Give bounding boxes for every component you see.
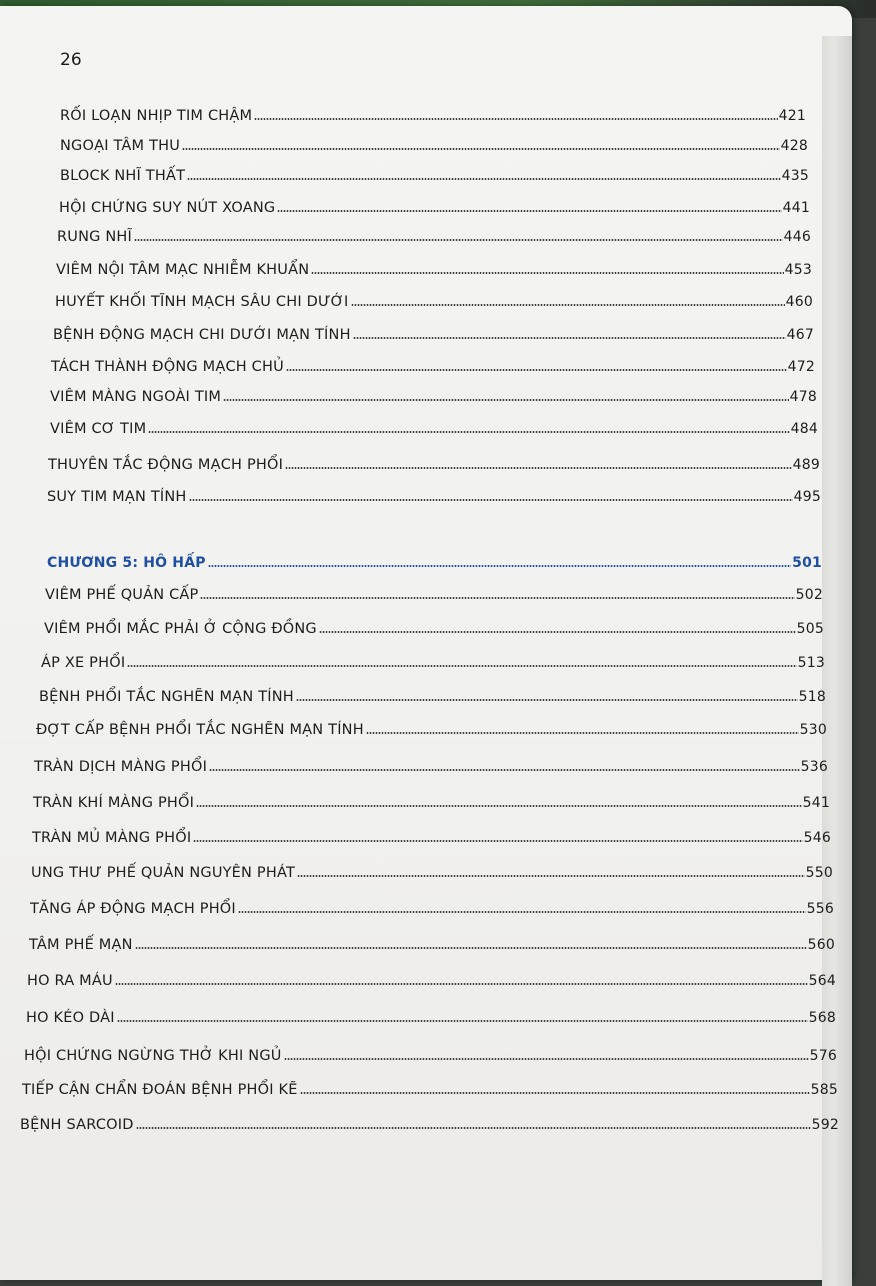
dot-leader [115,982,808,986]
toc-entry [59,195,810,217]
entry-title: VIÊM MÀNG NGOÀI TIM [50,389,222,405]
entry-page-number: 536 [800,759,828,775]
dot-leader [117,1019,808,1023]
entry-page-number: 530 [799,722,827,738]
toc-entry [39,684,826,706]
entry-title: HO KÉO DÀI [26,1010,115,1026]
dot-leader [284,1057,809,1061]
toc-entry [48,452,820,474]
entry-title: VIÊM CƠ TIM [50,421,147,437]
dot-leader [366,731,799,735]
entry-title: ÁP XE PHỔI [41,655,126,671]
dot-leader [238,910,806,914]
entry-page-number: 453 [784,262,812,278]
toc-entry [29,932,835,954]
dot-leader [182,147,780,151]
entry-title: TRÀN KHÍ MÀNG PHỔI [33,795,195,811]
entry-title: HO RA MÁU [27,973,113,989]
dot-leader [134,238,783,242]
entry-page-number: 460 [785,294,813,310]
toc-entry [60,103,806,125]
entry-title: TIẾP CẬN CHẨN ĐOÁN BỆNH PHỔI KẼ [22,1082,298,1098]
toc-entry [20,1112,839,1134]
dot-leader [208,564,791,568]
toc-entry [26,1005,836,1027]
entry-title: TĂNG ÁP ĐỘNG MẠCH PHỔI [30,901,236,917]
entry-page-number: 556 [806,901,834,917]
page-number: 26 [60,50,82,70]
toc-entry [47,484,821,506]
toc-entry [24,1043,837,1065]
toc-entry [44,616,824,638]
toc-entry [34,754,828,776]
dot-leader [189,498,793,502]
entry-title: VIÊM PHỔI MẮC PHẢI Ở CỘNG ĐỒNG [44,621,317,637]
book-page [0,6,852,1280]
toc-entry [56,257,812,279]
entry-page-number: 592 [811,1117,839,1133]
entry-page-number: 546 [803,830,831,846]
entry-title: HUYẾT KHỐI TĨNH MẠCH SÂU CHI DƯỚI [55,294,349,310]
entry-page-number: 446 [783,229,811,245]
entry-title: BỆNH SARCOID [20,1117,134,1133]
toc-entry [60,133,808,155]
entry-page-number: 585 [810,1082,838,1098]
entry-title: HỘI CHỨNG NGỪNG THỞ KHI NGỦ [24,1048,282,1064]
entry-title: CHƯƠNG 5: HÔ HẤP [47,555,206,571]
entry-page-number: 484 [790,421,818,437]
dot-leader [277,209,781,213]
dot-leader [148,430,789,434]
entry-page-number: 513 [797,655,825,671]
entry-page-number: 489 [792,457,820,473]
dot-leader [254,117,777,121]
entry-title: BỆNH PHỔI TẮC NGHẼN MẠN TÍNH [39,689,294,705]
dot-leader [296,698,798,702]
toc-entry [53,322,814,344]
entry-title: TÁCH THÀNH ĐỘNG MẠCH CHỦ [51,359,284,375]
toc-entry [50,416,818,438]
entry-title: VIÊM NỘI TÂM MẠC NHIỄM KHUẨN [56,262,310,278]
entry-title: SUY TIM MẠN TÍNH [47,489,187,505]
dot-leader [135,946,807,950]
dot-leader [311,271,783,275]
dot-leader [297,874,805,878]
entry-title: RỐI LOẠN NHỊP TIM CHẬM [60,108,253,124]
dot-leader [136,1126,811,1130]
dot-leader [223,398,789,402]
entry-title: HỘI CHỨNG SUY NÚT XOANG [59,200,276,216]
entry-page-number: 505 [796,621,824,637]
dot-leader [209,768,800,772]
dot-leader [196,804,802,808]
toc-entry [27,968,836,990]
entry-title: TRÀN MỦ MÀNG PHỔI [32,830,192,846]
entry-page-number: 421 [778,108,806,124]
entry-title: UNG THƯ PHẾ QUẢN NGUYÊN PHÁT [31,865,296,881]
dot-leader [193,839,802,843]
toc-entry [41,650,825,672]
toc-entry [32,825,831,847]
entry-title: ĐỢT CẤP BỆNH PHỔI TẮC NGHẼN MẠN TÍNH [36,722,364,738]
toc-entry [50,384,817,406]
dot-leader [187,177,781,181]
entry-title: BỆNH ĐỘNG MẠCH CHI DƯỚI MẠN TÍNH [53,327,351,343]
entry-page-number: 441 [782,200,810,216]
entry-page-number: 435 [781,168,809,184]
table-of-contents [0,6,852,1280]
entry-page-number: 501 [792,555,822,571]
toc-entry [33,790,830,812]
toc-entry [36,717,827,739]
dot-leader [286,368,787,372]
entry-title: THUYÊN TẮC ĐỘNG MẠCH PHỔI [48,457,284,473]
dot-leader [300,1091,810,1095]
dot-leader [351,303,785,307]
entry-page-number: 478 [789,389,817,405]
toc-entry [45,582,823,604]
entry-title: NGOẠI TÂM THU [60,138,181,154]
entry-page-number: 576 [809,1048,837,1064]
toc-entry [51,354,815,376]
dot-leader [353,336,786,340]
entry-page-number: 568 [808,1010,836,1026]
dot-leader [285,466,792,470]
entry-page-number: 541 [802,795,830,811]
chapter-heading [47,550,822,572]
entry-page-number: 550 [805,865,833,881]
entry-page-number: 495 [793,489,821,505]
entry-title: TÂM PHẾ MẠN [29,937,133,953]
toc-entry [31,860,833,882]
toc-entry [22,1077,838,1099]
dot-leader [127,664,796,668]
entry-page-number: 467 [786,327,814,343]
entry-page-number: 502 [795,587,823,603]
dot-leader [319,630,796,634]
entry-page-number: 518 [798,689,826,705]
entry-title: VIÊM PHẾ QUẢN CẤP [45,587,199,603]
toc-entry [30,896,834,918]
entry-page-number: 560 [807,937,835,953]
entry-title: BLOCK NHĨ THẤT [60,168,186,184]
toc-entry [55,289,813,311]
entry-page-number: 564 [808,973,836,989]
entry-page-number: 472 [787,359,815,375]
entry-page-number: 428 [780,138,808,154]
entry-title: RUNG NHĨ [57,229,133,245]
entry-title: TRÀN DỊCH MÀNG PHỔI [34,759,208,775]
toc-entry [57,224,811,246]
dot-leader [200,596,794,600]
toc-entry [60,163,809,185]
